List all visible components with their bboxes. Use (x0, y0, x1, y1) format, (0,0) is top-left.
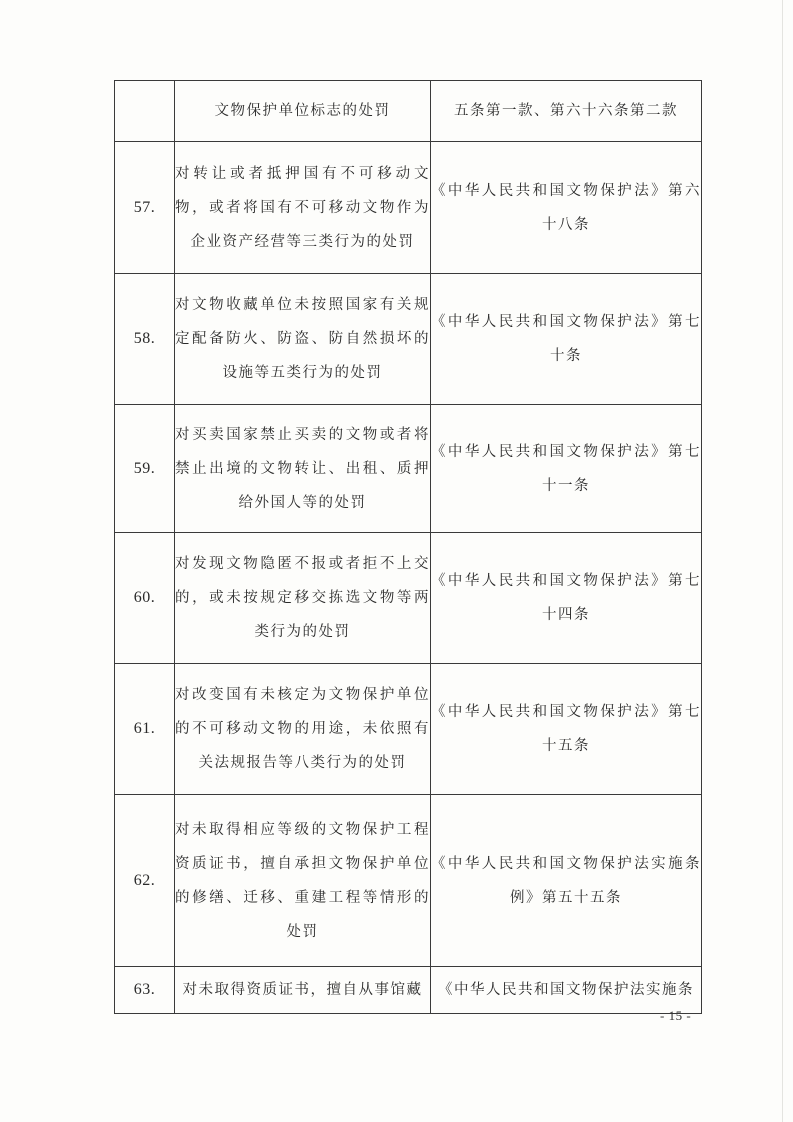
row-number: 61. (115, 664, 175, 795)
penalty-table (114, 80, 702, 1014)
table-row (115, 274, 702, 405)
table-row (115, 142, 702, 274)
legal-basis: 《中华人民共和国文物保护法》第七十五条 (431, 664, 702, 795)
legal-basis: 《中华人民共和国文物保护法》第七十条 (431, 274, 702, 405)
table-row (115, 967, 702, 1014)
legal-basis: 五条第一款、第六十六条第二款 (431, 81, 702, 142)
legal-basis: 《中华人民共和国文物保护法》第七十四条 (431, 533, 702, 664)
table-row (115, 664, 702, 795)
legal-basis: 《中华人民共和国文物保护法实施条 (431, 967, 702, 1014)
penalty-description: 文物保护单位标志的处罚 (175, 81, 431, 142)
row-number: 58. (115, 274, 175, 405)
penalty-description: 对文物收藏单位未按照国家有关规定配备防火、防盗、防自然损坏的设施等五类行为的处罚 (175, 274, 431, 405)
penalty-description: 对改变国有未核定为文物保护单位的不可移动文物的用途，未依照有关法规报告等八类行为的处罚 (175, 664, 431, 795)
row-number (115, 81, 175, 142)
legal-basis: 《中华人民共和国文物保护法》第六十八条 (431, 142, 702, 274)
table-row (115, 81, 702, 142)
legal-basis: 《中华人民共和国文物保护法实施条例》第五十五条 (431, 795, 702, 967)
page-number: - 15 - (660, 1008, 692, 1023)
table-row (115, 533, 702, 664)
legal-basis: 《中华人民共和国文物保护法》第七十一条 (431, 405, 702, 533)
row-number: 60. (115, 533, 175, 664)
penalty-description: 对转让或者抵押国有不可移动文物，或者将国有不可移动文物作为企业资产经营等三类行为的处罚 (175, 142, 431, 274)
row-number: 63. (115, 967, 175, 1014)
table-row (115, 795, 702, 967)
row-number: 57. (115, 142, 175, 274)
row-number: 59. (115, 405, 175, 533)
scan-edge-line (782, 0, 783, 1122)
penalty-description: 对未取得资质证书，擅自从事馆藏 (175, 967, 431, 1014)
table-row (115, 405, 702, 533)
penalty-description: 对买卖国家禁止买卖的文物或者将禁止出境的文物转让、出租、质押给外国人等的处罚 (175, 405, 431, 533)
penalty-description: 对未取得相应等级的文物保护工程资质证书，擅自承担文物保护单位的修缮、迁移、重建工程等情形的处罚 (175, 795, 431, 967)
penalty-description: 对发现文物隐匿不报或者拒不上交的，或未按规定移交拣选文物等两类行为的处罚 (175, 533, 431, 664)
row-number: 62. (115, 795, 175, 967)
